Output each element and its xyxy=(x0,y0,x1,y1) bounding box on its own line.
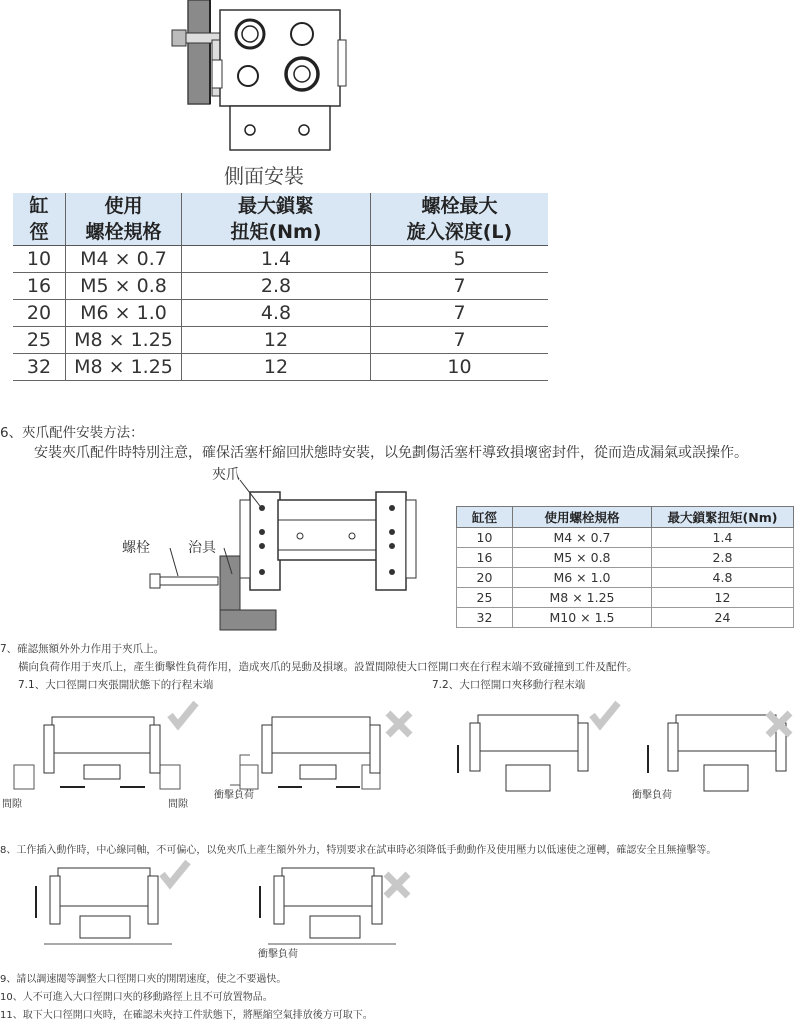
table-cell: 32 xyxy=(457,608,513,628)
table-row xyxy=(13,246,548,273)
note-10: 10、人不可進入大口徑開口夾的移動路徑上且不可放置物品。 xyxy=(0,992,273,1003)
table-row xyxy=(13,354,548,381)
table-cell: 16 xyxy=(13,273,66,300)
t2-header-bore: 缸徑 xyxy=(457,507,513,528)
section7-body: 橫向負荷作用于夾爪上，產生衝擊性負荷作用，造成夾爪的晃動及損壞。設置間隙使大口徑開口夾在行程末端不致碰撞到工件及配件。 xyxy=(18,661,638,673)
table-cell: M8 × 1.25 xyxy=(66,354,182,381)
table-cell: 4.8 xyxy=(652,568,794,588)
section7-sub2: 7.2、大口徑開口夾移動行程末端 xyxy=(432,679,586,691)
jaw-bolt-table xyxy=(456,506,794,628)
table-row xyxy=(457,528,794,548)
section7-sub1: 7.1、大口徑開口夾張開狀態下的行程末端 xyxy=(18,679,214,691)
table-cell: 16 xyxy=(457,548,513,568)
label-impact-7-1: 衝擊負荷 xyxy=(214,790,254,801)
table-cell: 10 xyxy=(371,354,549,381)
table-cell: 25 xyxy=(457,588,513,608)
table-cell: M4 × 0.7 xyxy=(513,528,652,548)
label-impact-7-2: 衝擊負荷 xyxy=(632,790,672,801)
table-cell: M6 × 1.0 xyxy=(66,300,182,327)
table-cell: 12 xyxy=(182,354,371,381)
table-cell: 2.8 xyxy=(652,548,794,568)
header-max-depth: 螺栓最大 旋入深度(L) xyxy=(371,193,549,246)
table-cell: M8 × 1.25 xyxy=(66,327,182,354)
table-cell: 7 xyxy=(371,273,549,300)
header-max-torque: 最大鎖緊 扭矩(Nm) xyxy=(182,193,371,246)
label-bolt: 螺栓 xyxy=(122,540,150,556)
table-cell: M10 × 1.5 xyxy=(513,608,652,628)
header-bore: 缸 徑 xyxy=(13,193,66,246)
table-cell: 10 xyxy=(457,528,513,548)
table-row xyxy=(13,273,548,300)
section8-title: 8、工作插入動作時，中心線同軸，不可偏心，以免夾爪上產生額外外力，特別要求在試車時必須降低手動動作及使用壓力以低速使之運轉，確認安全且無撞擊等。 xyxy=(0,845,717,856)
table-cell: M4 × 0.7 xyxy=(66,246,182,273)
table-cell: 1.4 xyxy=(182,246,371,273)
label-jaw: 夾爪 xyxy=(212,467,240,483)
side-mount-caption: 側面安裝 xyxy=(224,164,304,188)
table-cell: 12 xyxy=(182,327,371,354)
t2-header-torque: 最大鎖緊扭矩(Nm) xyxy=(652,507,794,528)
stroke-end-diagrams xyxy=(0,695,800,835)
table-cell: 20 xyxy=(13,300,66,327)
table-row xyxy=(457,568,794,588)
table-cell: 24 xyxy=(652,608,794,628)
note-9: 9、請以調速閥等調整大口徑開口夾的開閉速度，使之不要過快。 xyxy=(0,974,287,985)
table-row xyxy=(13,327,548,354)
table-row xyxy=(457,608,794,628)
section6-title: 6、夾爪配件安裝方法： xyxy=(0,425,144,441)
table-cell: M6 × 1.0 xyxy=(513,568,652,588)
note-11: 11、取下大口徑開口夾時，在確認未夾持工件狀態下，將壓縮空氣排放後方可取下。 xyxy=(0,1010,373,1021)
table-row xyxy=(457,548,794,568)
bolt-torque-table xyxy=(13,193,548,381)
label-gap-right: 間隙 xyxy=(168,799,188,810)
section7-title: 7、確認無額外外力作用于夾爪上。 xyxy=(0,643,165,655)
table-cell: M8 × 1.25 xyxy=(513,588,652,608)
table-cell: 20 xyxy=(457,568,513,588)
section6-body: 安裝夾爪配件時特別注意，確保活塞杆縮回狀態時安裝，以免劃傷活塞杆導致損壞密封件，從而造成漏氣或誤操作。 xyxy=(34,445,748,461)
table-cell: 1.4 xyxy=(652,528,794,548)
label-impact-8: 衝擊負荷 xyxy=(258,949,298,960)
table-cell: 32 xyxy=(13,354,66,381)
table-cell: 10 xyxy=(13,246,66,273)
table-cell: 12 xyxy=(652,588,794,608)
header-bolt-spec: 使用 螺栓規格 xyxy=(66,193,182,246)
label-fixture: 治具 xyxy=(188,540,216,556)
table-cell: M5 × 0.8 xyxy=(513,548,652,568)
table-cell: 25 xyxy=(13,327,66,354)
table-cell: 4.8 xyxy=(182,300,371,327)
table-row xyxy=(13,300,548,327)
table-cell: 7 xyxy=(371,300,549,327)
insertion-diagrams xyxy=(0,856,800,966)
table-cell: 2.8 xyxy=(182,273,371,300)
jaw-mount-diagram xyxy=(0,470,460,640)
table-cell: 5 xyxy=(371,246,549,273)
t2-header-bolt: 使用螺栓規格 xyxy=(513,507,652,528)
side-mount-diagram xyxy=(0,0,800,190)
table-row xyxy=(457,588,794,608)
table-cell: M5 × 0.8 xyxy=(66,273,182,300)
label-gap-left: 間隙 xyxy=(2,799,22,810)
table-cell: 7 xyxy=(371,327,549,354)
